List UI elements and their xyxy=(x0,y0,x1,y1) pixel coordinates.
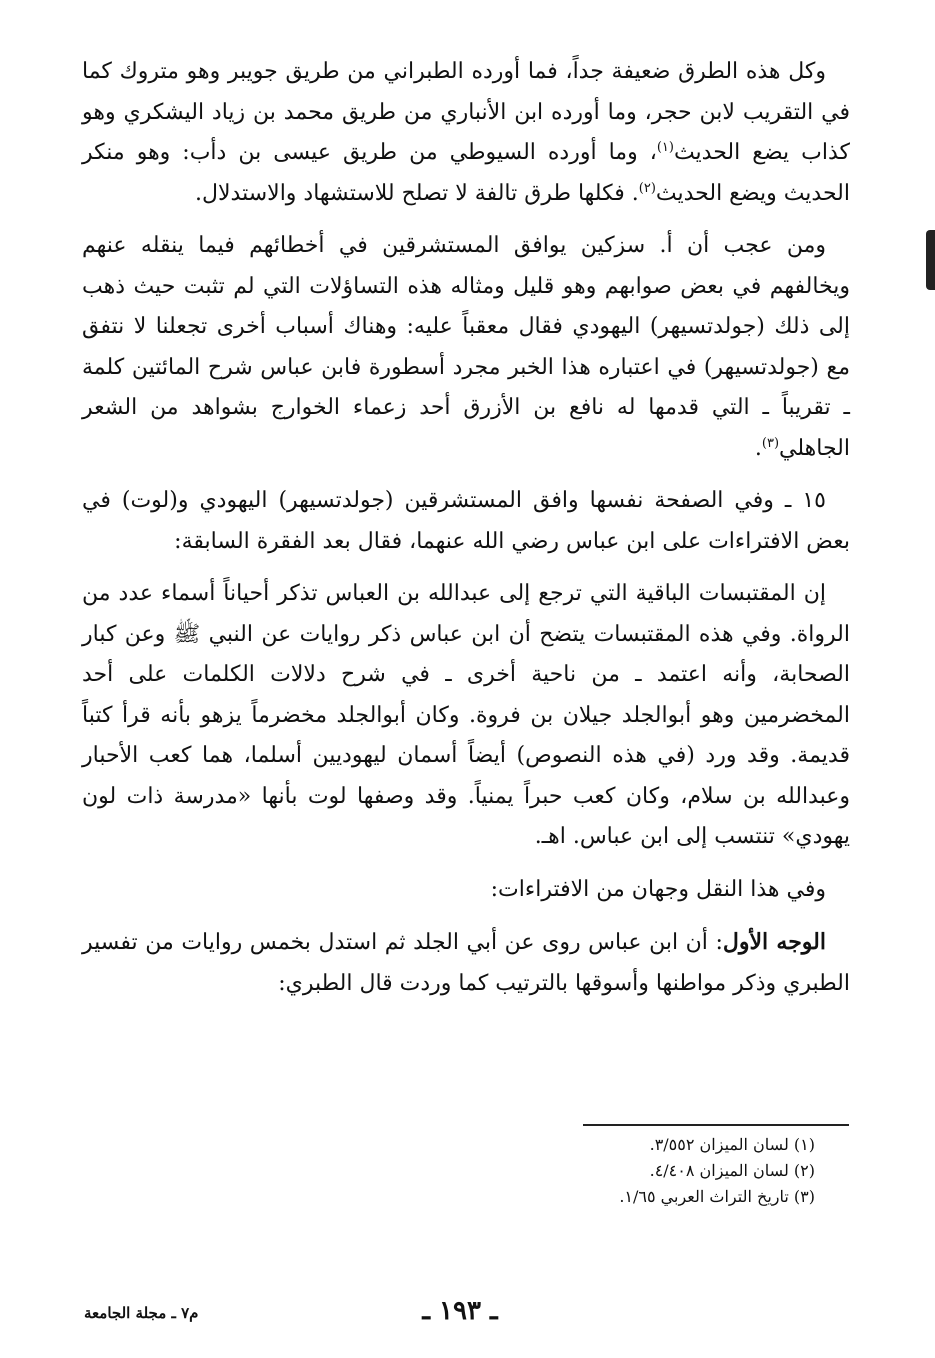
paragraph-2 xyxy=(82,226,850,469)
paragraph-1-part-1: وكل هذه الطرق ضعيفة جداً، فما أورده الطبراني من طريق جويبر وهو متروك كما في التقريب لابن حجر، وما أورده ابن الأنباري من طريق محمد بن زياد اليشكري وهو كذاب يضع الحديث xyxy=(82,59,851,165)
page-number: ـ ١٩٣ ـ xyxy=(422,1296,498,1326)
footnote-2: (٢) لسان الميزان ٤/٤٠٨. xyxy=(649,1161,815,1180)
paragraph-1-part-2: ، وما أورده السيوطي من طريق عيسى بن دأب: وهو منكر الحديث ويضع الحديث xyxy=(82,140,850,206)
paragraph-2-text: ومن عجب أن أ. سزكين يوافق المستشرقين في أخطائهم فيما ينقله عنهم ويخالفهم في بعض صوابهم وهو قليل ومثاله هذه التساؤلات التي لم تثبت حيث ذهب إلى ذلك (جولدتسيهر) اليهودي فقال معقباً عليه: وهناك أسباب أخرى تجعلنا لا نتفق مع (جولدتسيهر) في اعتباره هذا الخبر مجرد أسطورة فابن عباس شرح المائتين كلمة ـ تقريباً ـ التي قدمها له نافع بن الأزرق أحد زعماء الخوارج بشواهد من الشعر الجاهلي xyxy=(82,233,850,461)
paragraph-5: وفي هذا النقل وجهان من الافتراءات: xyxy=(490,876,826,902)
footnote-1: (١) لسان الميزان ٣/٥٥٢. xyxy=(649,1135,815,1154)
paragraph-3: ١٥ ـ وفي الصفحة نفسها وافق المستشرقين (جولدتسيهر) اليهودي و(لوت) في بعض الافتراءات على ابن عباس رضي الله عنهما، فقال بعد الفقرة السابقة: xyxy=(82,488,850,554)
body-text xyxy=(82,52,850,1016)
paragraph-2-end: . xyxy=(754,435,762,461)
journal-label: م٧ ـ مجلة الجامعة xyxy=(84,1304,199,1322)
footnote-3: (٣) تاريخ التراث العربي ١/٦٥. xyxy=(619,1187,815,1206)
scan-edge-mark xyxy=(926,230,935,290)
paragraph-1-part-3: . فكلها طرق تالفة لا تصلح للاستشهاد والاستدلال. xyxy=(195,180,639,206)
paragraph-4-quotation: إن المقتبسات الباقية التي ترجع إلى عبدالله بن العباس تذكر أحياناً أسماء عدد من الرواة. وفي هذه المقتبسات يتضح أن ابن عباس ذكر روايات عن النبي ﷺ وعن كبار الصحابة، وأنه اعتمد ـ من ناحية أخرى ـ في شرح دلالات الكلمات على أحد المخضرمين وهو أبوالجلد جيلان بن فروة. وكان أبوالجلد مخضرماً يزهو بأنه قرأ كتباً قديمة. وقد ورد (في هذه النصوص) أيضاً أسمان ليهوديين أسلما، هما كعب الأحبار وعبدالله بن سلام، وكان كعب حبراً يمنياً. وقد وصفها لوت بأنها «مدرسة ذات لون يهودي» تنتسب إلى ابن عباس. اهـ. xyxy=(82,581,850,849)
footnote-ref-1[interactable]: (١) xyxy=(656,140,674,155)
first-aspect-heading: الوجه الأول xyxy=(722,929,826,955)
footnote-ref-2[interactable]: (٢) xyxy=(638,180,656,196)
paragraph-6 xyxy=(82,922,850,1004)
footnote-ref-3[interactable]: (٣) xyxy=(761,435,780,451)
paragraph-1 xyxy=(82,52,850,214)
footnote-separator xyxy=(583,1124,849,1126)
paragraph-6-text: : أن ابن عباس روى عن أبي الجلد ثم استدل بخمس روايات من تفسير الطبري وذكر مواطنها وأسوقها بالترتيب كما وردت قال الطبري: xyxy=(82,930,850,996)
footnotes xyxy=(415,1132,815,1210)
